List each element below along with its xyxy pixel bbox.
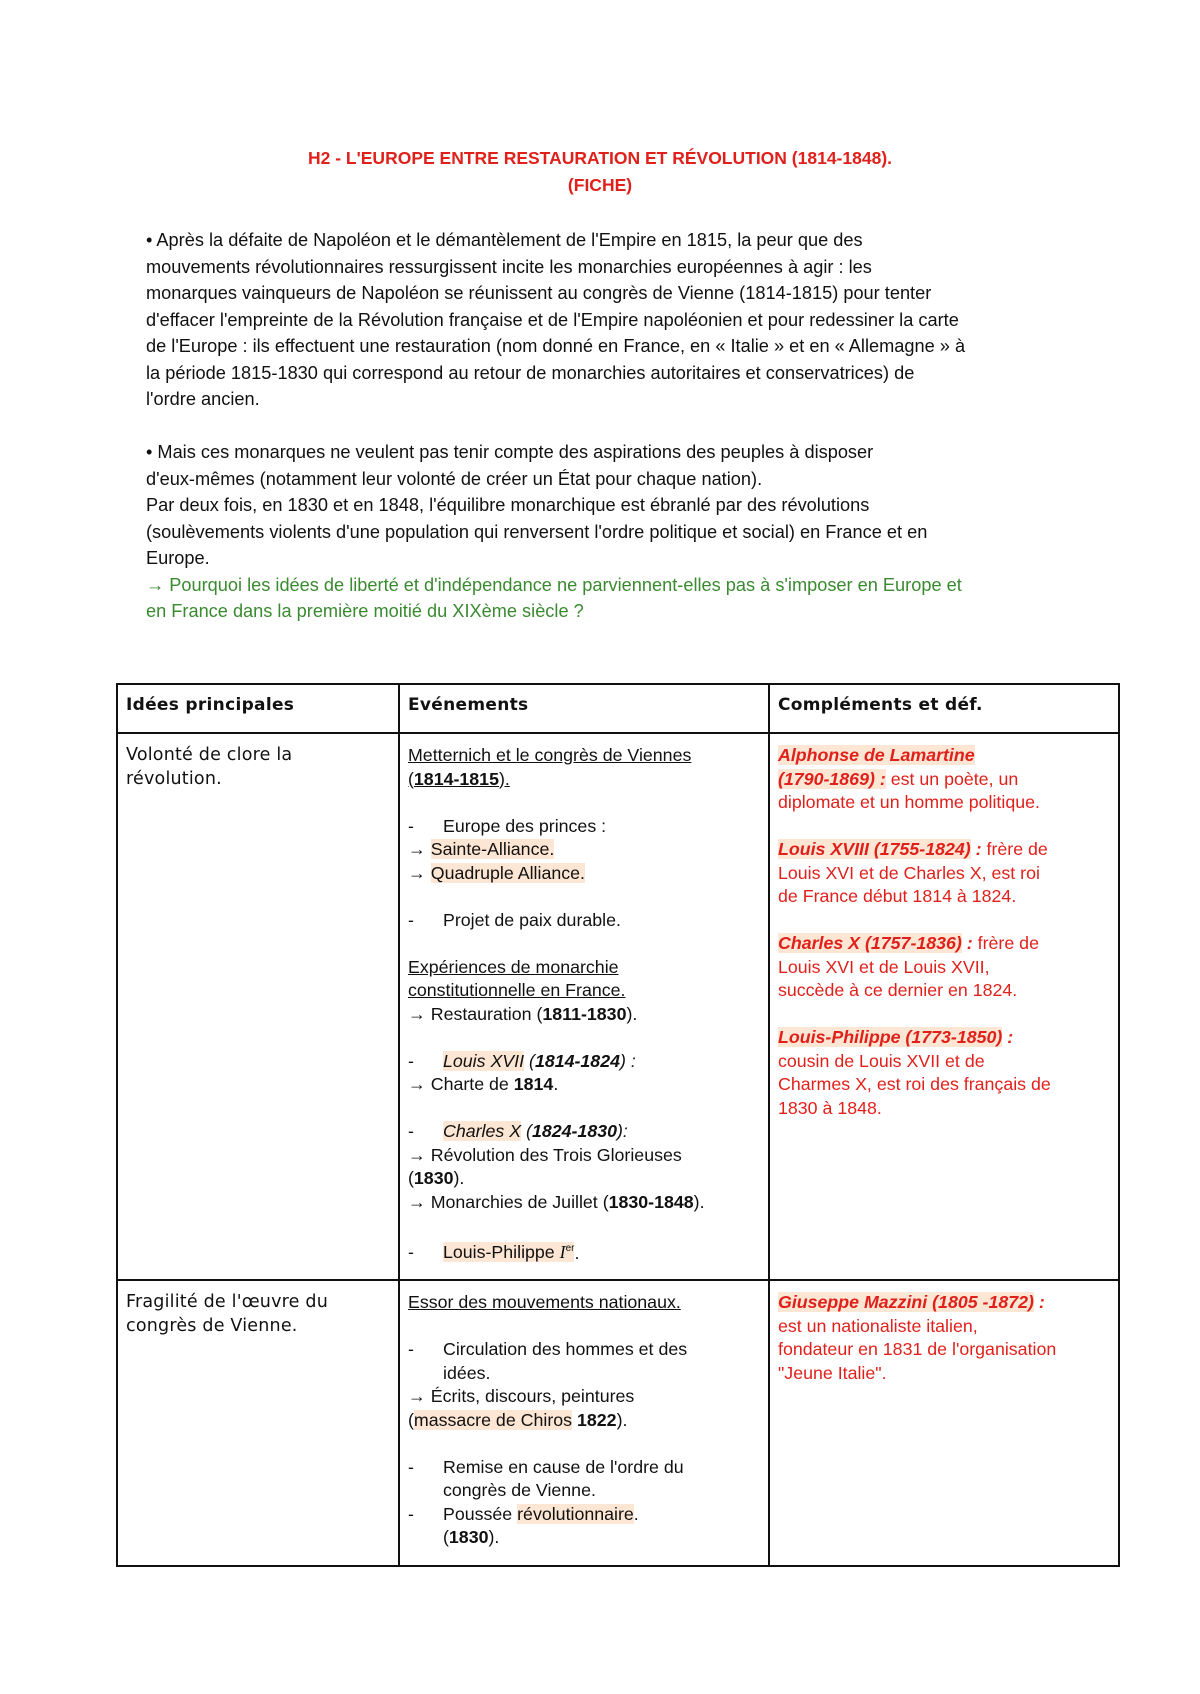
header-cell — [117, 684, 399, 733]
definition-line: de France début 1814 à 1824. — [778, 886, 1017, 906]
definition-line: (1790-1869) : est un poète, un — [778, 768, 1019, 789]
list-item: (1830). — [443, 1527, 500, 1547]
list-item: (1830). — [408, 1168, 465, 1188]
definition-line: "Jeune Italie". — [778, 1362, 887, 1383]
definition-line: Louis-Philippe (1773-1850) : — [778, 1027, 1014, 1047]
question-line: → Pourquoi les idées de liberté et d'indépendance ne parviennent-elles pas à s'imposer en Europe et — [146, 574, 962, 595]
page-subtitle: (FICHE) — [567, 175, 633, 195]
list-item: → Révolution des Trois Glorieuses — [408, 1144, 682, 1165]
idea-text: Volonté de clore la révolution. — [126, 745, 293, 789]
text-line: d'eux-mêmes (notamment leur volonté de créer un État pour chaque nation). — [146, 468, 763, 489]
complements-cell — [769, 1280, 1119, 1566]
definition-line: Louis XVIII (1755-1824) : frère de — [778, 839, 1048, 859]
text-line: mouvements révolutionnaires ressurgissent incite les monarchies européennes à agir : les — [146, 256, 872, 277]
list-item: - Louis XVII (1814-1824) : — [408, 1050, 636, 1071]
list-item: → Charte de 1814. — [408, 1074, 559, 1094]
idea-cell — [117, 733, 399, 1280]
event-heading: constitutionnelle en France. — [408, 980, 626, 1000]
page-title: H2 - L'EUROPE ENTRE RESTAURATION ET RÉVOLUTION (1814-1848). — [307, 148, 893, 168]
definition-line: Giuseppe Mazzini (1805 -1872) : — [778, 1292, 1045, 1312]
list-item: - Louis-Philippe Ier. — [408, 1242, 580, 1263]
list-item: → Écrits, discours, peintures — [408, 1386, 635, 1406]
table-row — [117, 733, 1119, 1280]
list-item: - Circulation des hommes et des — [408, 1339, 688, 1359]
text-line: l'ordre ancien. — [146, 389, 260, 409]
list-item: → Sainte-Alliance. — [408, 839, 555, 859]
event-heading: Expériences de monarchie — [408, 956, 619, 977]
definition-line: diplomate et un homme politique. — [778, 792, 1040, 812]
events-cell — [399, 1280, 769, 1566]
list-item: - Charles X (1824-1830): — [408, 1121, 628, 1141]
header-cell — [399, 684, 769, 733]
table-header-row — [117, 684, 1119, 733]
event-heading: Metternich et le congrès de Viennes — [408, 745, 692, 765]
list-item: - Remise en cause de l'ordre du — [408, 1456, 684, 1477]
table-row — [117, 1280, 1119, 1566]
definition-line: cousin de Louis XVII et de — [778, 1050, 985, 1071]
header-ideas: Idées principales — [126, 695, 295, 715]
header-cell — [769, 684, 1119, 733]
list-item: → Quadruple Alliance. — [408, 862, 585, 883]
event-heading: (1814-1815). — [408, 768, 510, 789]
text-line: Par deux fois, en 1830 et en 1848, l'équilibre monarchique est ébranlé par des révolutions — [146, 495, 870, 515]
text-line: d'effacer l'empreinte de la Révolution française et de l'Empire napoléonien et pour redessiner la carte — [146, 309, 959, 330]
list-item: - Poussée révolutionnaire. — [408, 1503, 639, 1524]
question-line: en France dans la première moitié du XIXème siècle ? — [146, 601, 584, 621]
definition-line: 1830 à 1848. — [778, 1097, 882, 1118]
complements-content — [778, 744, 1110, 1120]
idea-cell — [117, 1280, 399, 1566]
header-complements: Compléments et déf. — [778, 695, 983, 715]
definition-line: fondateur en 1831 de l'organisation — [778, 1339, 1057, 1359]
text-line: • Après la défaite de Napoléon et le démantèlement de l'Empire en 1815, la peur que des — [146, 230, 863, 250]
event-heading: Essor des mouvements nationaux. — [408, 1292, 681, 1312]
text-line: de l'Europe : ils effectuent une restauration (nom donné en France, en « Italie » et en « Allemagne » à — [146, 336, 966, 356]
intro-paragraph-2 — [146, 439, 1066, 625]
events-content — [408, 744, 760, 1265]
list-item: → Monarchies de Juillet (1830-1848). — [408, 1191, 705, 1212]
list-item: congrès de Vienne. — [443, 1480, 596, 1500]
events-content — [408, 1291, 760, 1550]
summary-table — [116, 683, 1120, 1567]
events-cell — [399, 733, 769, 1280]
text-line: monarques vainqueurs de Napoléon se réunissent au congrès de Vienne (1814-1815) pour tenter — [146, 283, 932, 303]
text-line: • Mais ces monarques ne veulent pas tenir compte des aspirations des peuples à disposer — [146, 442, 874, 462]
list-item: - Projet de paix durable. — [408, 909, 621, 930]
idea-text: Fragilité de l'œuvre du congrès de Vienne. — [126, 1292, 328, 1336]
definition-line: Charles X (1757-1836) : frère de — [778, 933, 1039, 953]
list-item: (massacre de Chiros 1822). — [408, 1409, 628, 1430]
definition-line: est un nationaliste italien, — [778, 1315, 978, 1336]
text-line: la période 1815-1830 qui correspond au retour de monarchies autoritaires et conservatrices) de — [146, 362, 915, 383]
list-item: idées. — [443, 1362, 491, 1383]
definition-line: Louis XVI et de Louis XVII, — [778, 956, 990, 977]
text-line: (soulèvements violents d'une population qui renversent l'ordre politique et social) en France et en — [146, 521, 928, 542]
list-item: → Restauration (1811-1830). — [408, 1003, 638, 1024]
list-item: - Europe des princes : — [408, 815, 607, 836]
definition-line: Charmes X, est roi des français de — [778, 1074, 1051, 1094]
text-line: Europe. — [146, 548, 210, 568]
definition-line: Louis XVI et de Charles X, est roi — [778, 862, 1040, 883]
definition-line: succède à ce dernier en 1824. — [778, 980, 1018, 1000]
complements-cell — [769, 733, 1119, 1280]
intro-paragraph-1 — [146, 227, 1066, 413]
definition-line: Alphonse de Lamartine — [778, 745, 975, 765]
complements-content — [778, 1291, 1110, 1385]
header-events: Evénements — [408, 695, 529, 715]
